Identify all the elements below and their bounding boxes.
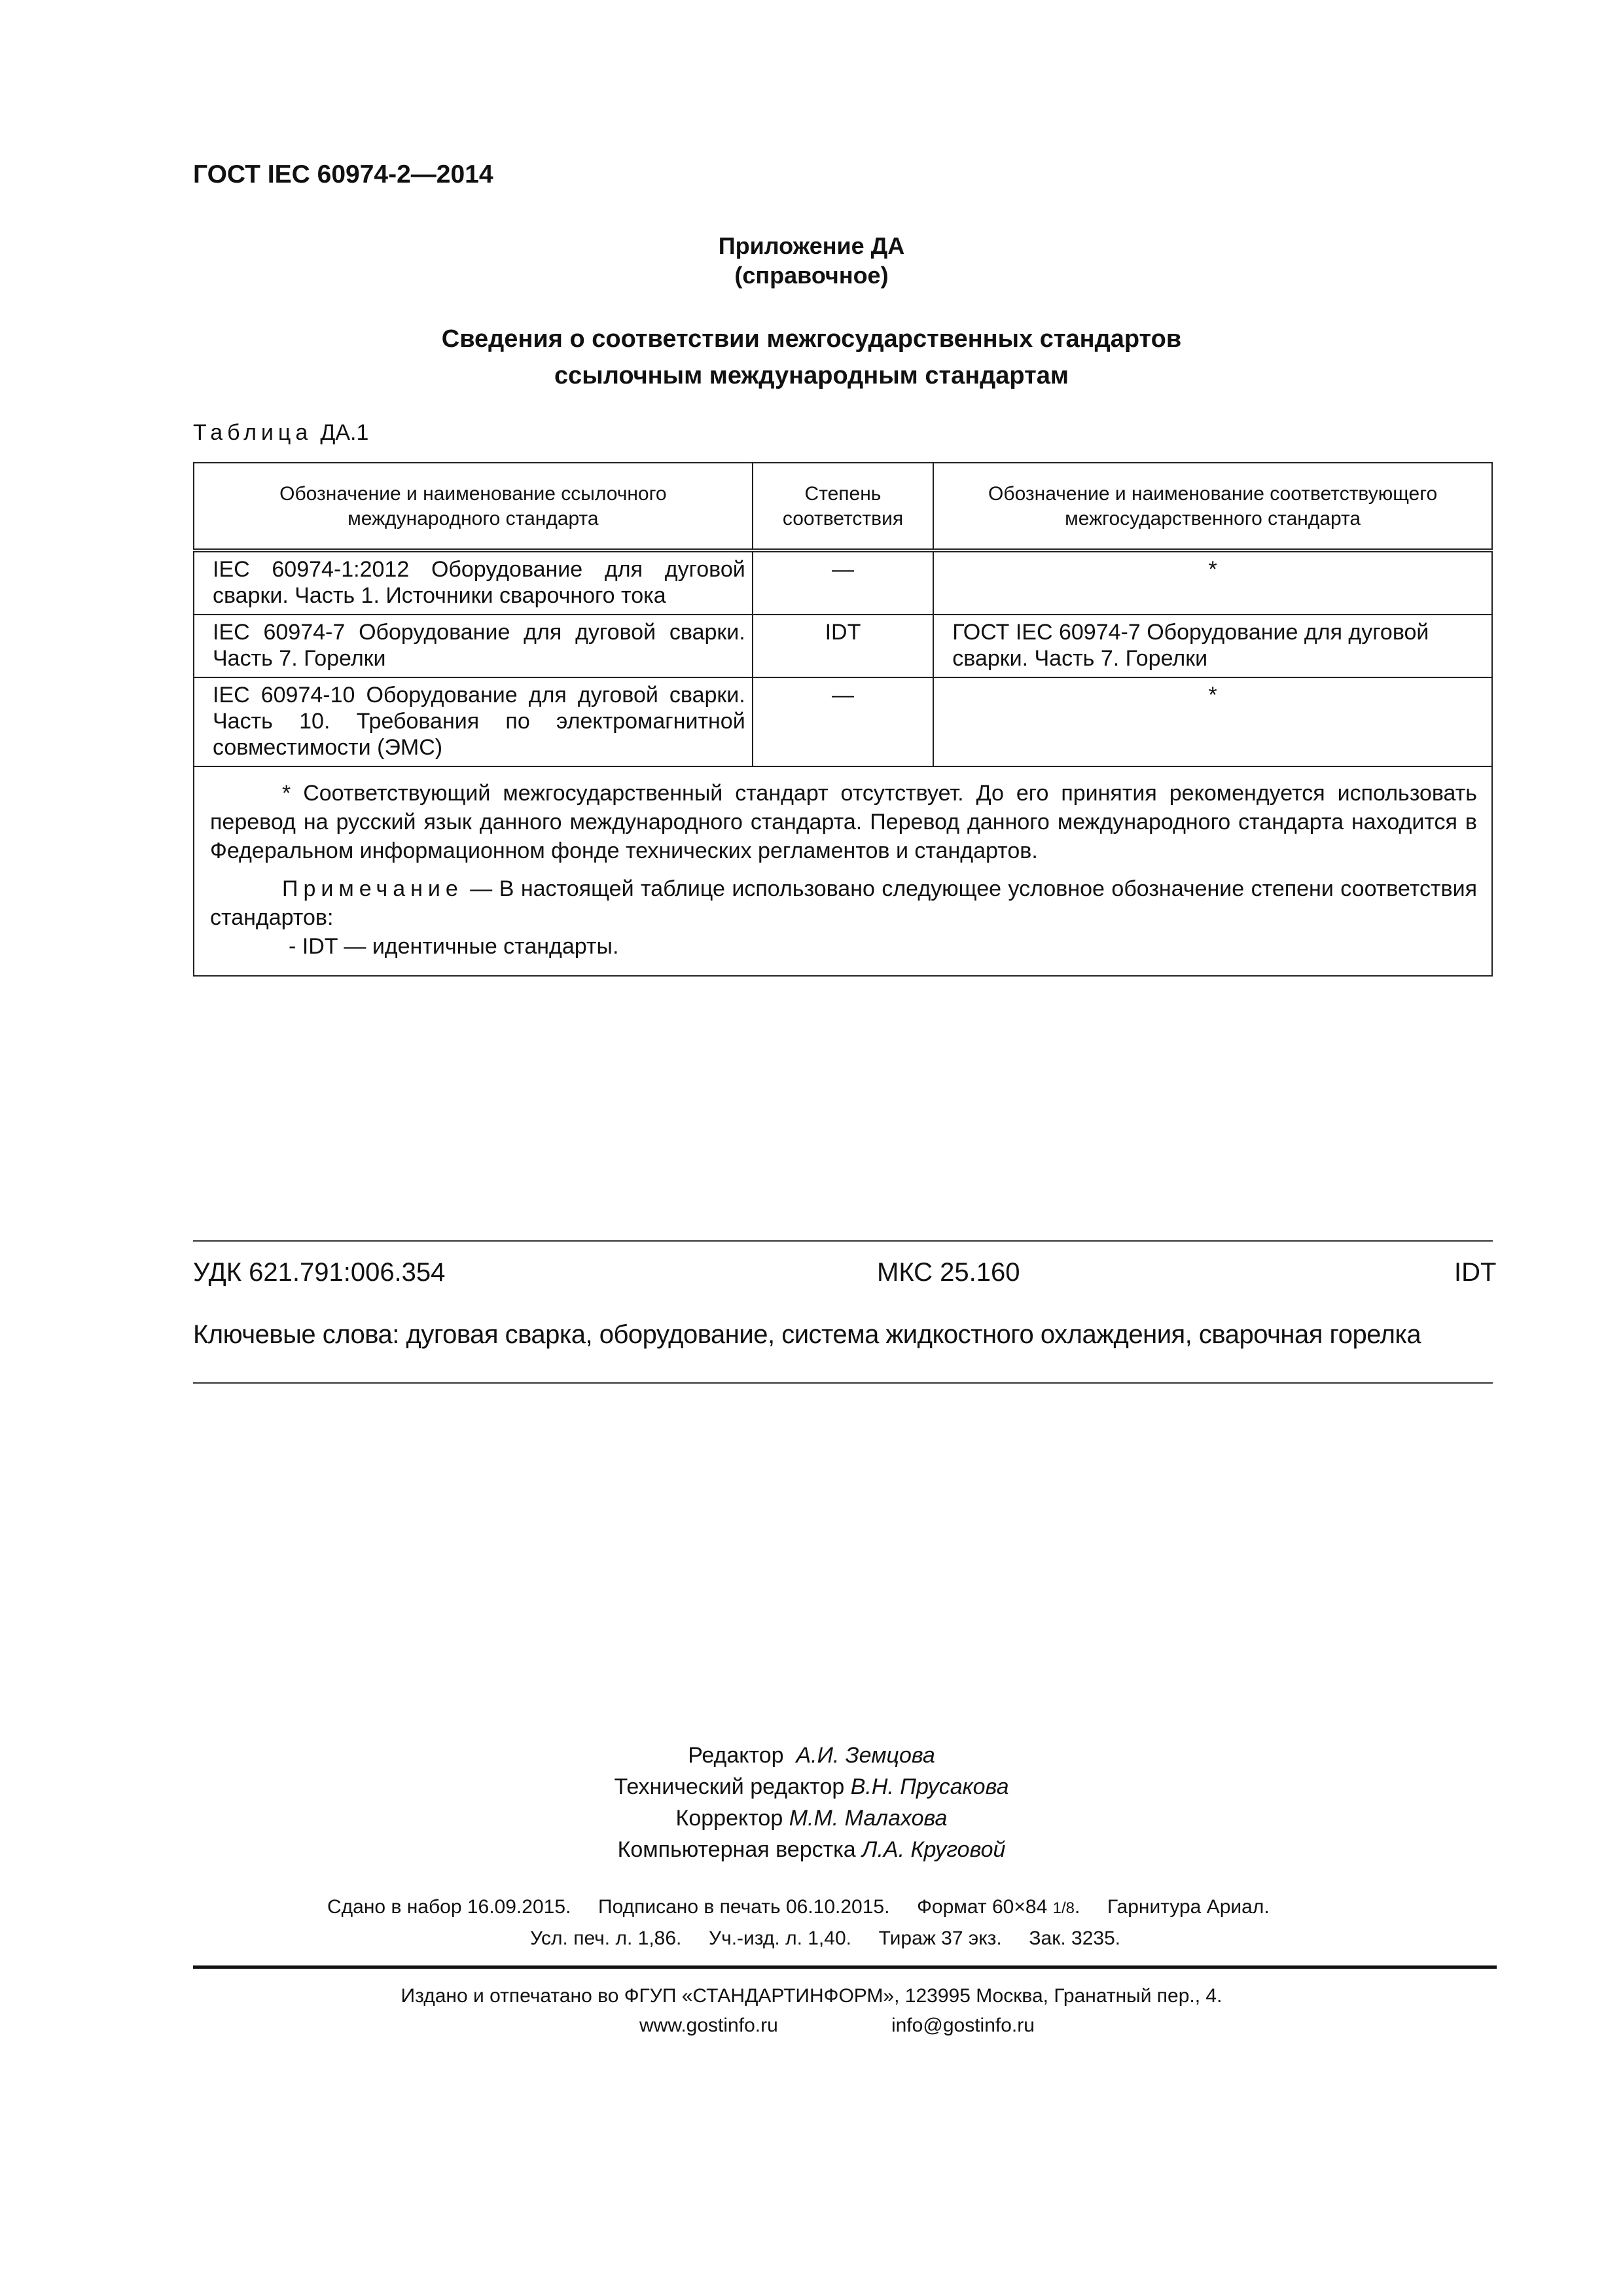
credit-layout: Компьютерная верстка Л.А. Круговой xyxy=(617,1837,1006,1862)
table-notes xyxy=(194,766,1492,976)
table-header-row xyxy=(194,463,1492,550)
keywords: Ключевые слова: дуговая сварка, оборудование, система жидкостного охлаждения, сварочная горелка xyxy=(193,1320,1421,1349)
annex-heading xyxy=(0,321,1623,394)
publisher-email: info@gostinfo.ru xyxy=(891,2015,1035,2036)
table-note xyxy=(210,874,1477,932)
table-label-word: Таблица xyxy=(193,420,313,445)
table-label-number: ДА.1 xyxy=(320,420,369,445)
cell-interstate-standard: * xyxy=(933,550,1492,615)
credit-tech-editor: Технический редактор В.Н. Прусакова xyxy=(614,1774,1009,1799)
format-fraction: 1/8 xyxy=(1052,1899,1075,1917)
cell-international-standard: IEC 60974-10 Оборудование для дуговой сварки. Часть 10. Требования по электромагнитной совместимости (ЭМС) xyxy=(194,677,753,766)
publisher-website: www.gostinfo.ru xyxy=(639,2015,778,2036)
document-code: ГОСТ IEC 60974-2—2014 xyxy=(193,160,493,188)
table-footnote: * Соответствующий межгосударственный стандарт отсутствует. До его принятия рекомендуется использовать перевод на русский язык данного международного стандарта. Перевод данного международного стандарта находится в Федеральном информационном фонде технических регламентов и стандартов. xyxy=(210,781,1477,863)
annex-heading-line2: ссылочным международным стандартам xyxy=(554,362,1069,389)
note-item: - IDT — идентичные стандарты. xyxy=(289,934,619,959)
mks-code: МКС 25.160 xyxy=(877,1258,1020,1287)
annex-heading-line1: Сведения о соответствии межгосударственных стандартов xyxy=(441,325,1182,353)
conformity-code: IDT xyxy=(1454,1258,1497,1287)
note-label: Примечание xyxy=(282,876,463,901)
cell-conformity-degree: — xyxy=(753,677,934,766)
annex-title: Приложение ДА xyxy=(718,232,905,259)
cell-conformity-degree: — xyxy=(753,550,934,615)
publisher-address: Издано и отпечатано во ФГУП «СТАНДАРТИНФОРМ», 123995 Москва, Гранатный пер., 4. xyxy=(401,1985,1222,2007)
table-row xyxy=(194,550,1492,615)
udk-code: УДК 621.791:006.354 xyxy=(193,1258,446,1287)
publication-line1: Сдано в набор 16.09.2015. Подписано в печать 06.10.2015. Формат 60×84 1/8. Гарнитура Ариал. xyxy=(327,1896,1270,1918)
divider-top xyxy=(193,1240,1493,1242)
divider-bottom xyxy=(193,1382,1493,1384)
publication-divider xyxy=(193,1965,1497,1969)
credit-corrector: Корректор М.М. Малахова xyxy=(675,1806,948,1831)
credit-editor: Редактор А.И. Земцова xyxy=(688,1743,935,1768)
cell-interstate-standard: ГОСТ IEC 60974-7 Оборудование для дуговой сварки. Часть 7. Горелки xyxy=(933,615,1492,677)
header-interstate-standard: Обозначение и наименование соответствующего межгосударственного стандарта xyxy=(933,463,1492,550)
annex-subtitle: (справочное) xyxy=(734,262,889,289)
cell-international-standard: IEC 60974-7 Оборудование для дуговой сварки. Часть 7. Горелки xyxy=(194,615,753,677)
publication-line2: Усл. печ. л. 1,86. Уч.-изд. л. 1,40. Тираж 37 экз. Зак. 3235. xyxy=(530,1928,1121,1949)
conformity-table xyxy=(193,462,1493,977)
header-conformity-degree: Степень соответствия xyxy=(753,463,934,550)
cell-international-standard: IEC 60974-1:2012 Оборудование для дуговой сварки. Часть 1. Источники сварочного тока xyxy=(194,550,753,615)
table-label xyxy=(193,420,368,446)
table-row xyxy=(194,615,1492,677)
header-international-standard: Обозначение и наименование ссылочного международного стандарта xyxy=(194,463,753,550)
cell-interstate-standard: * xyxy=(933,677,1492,766)
credits-block xyxy=(0,1740,1623,1865)
note-text: — В настоящей таблице использовано следующее условное обозначение степени соответствия стандартов: xyxy=(210,876,1477,930)
cell-conformity-degree: IDT xyxy=(753,615,934,677)
table-notes-row xyxy=(194,766,1492,976)
table-row xyxy=(194,677,1492,766)
